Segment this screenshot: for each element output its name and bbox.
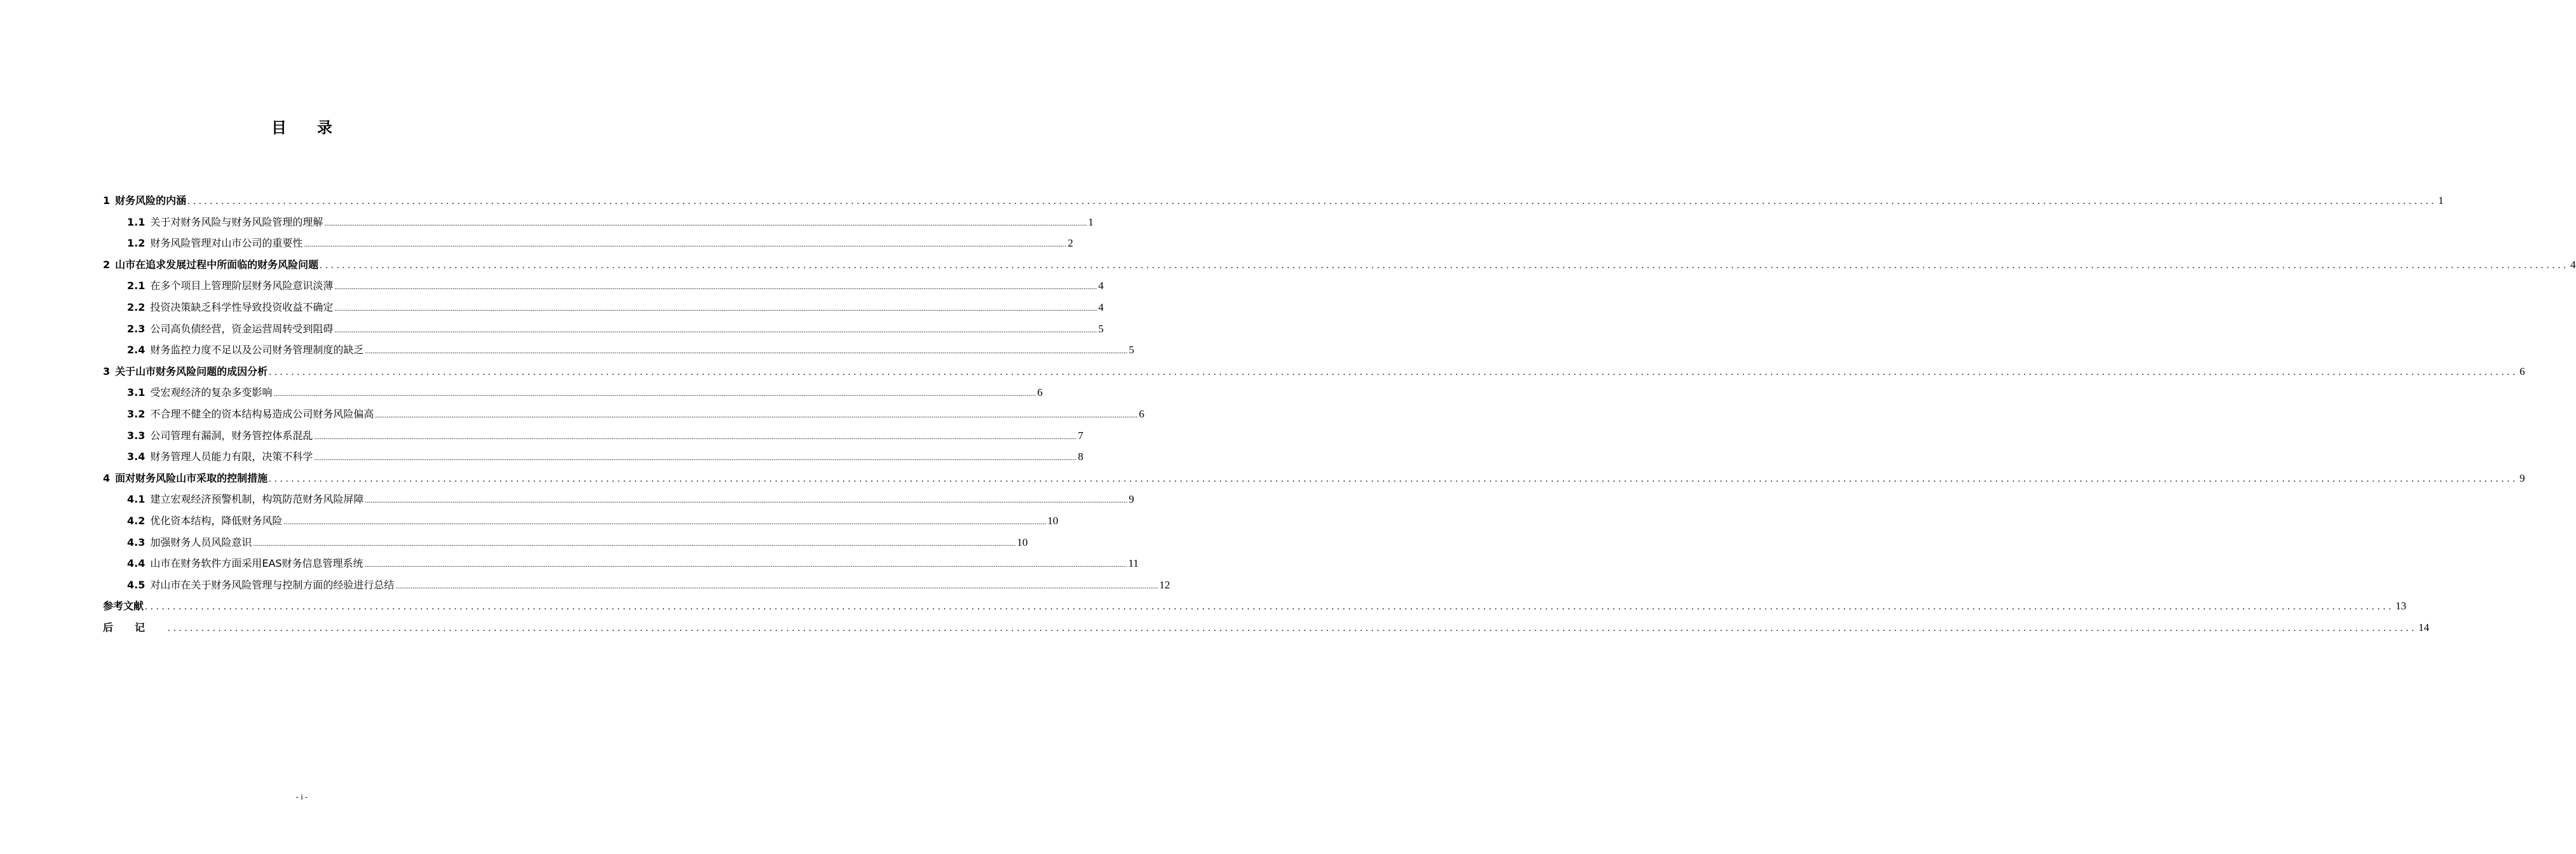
toc-entry-number: 4.4 <box>127 557 146 570</box>
toc-entry-page: 14 <box>2418 621 2430 634</box>
toc-entry-label: 面对财务风险山市采取的控制措施 <box>115 471 268 484</box>
toc-entry[interactable] <box>103 598 2407 620</box>
toc-entry-page: 8 <box>1078 451 1083 463</box>
toc-entry-label: 建立宏观经济预警机制，构筑防范财务风险屏障 <box>150 493 364 506</box>
toc-entry-label: 公司管理有漏洞，财务管控体系混乱 <box>150 429 313 442</box>
toc-entry-page: 5 <box>1098 322 1104 335</box>
toc-entry-number: 3 <box>103 365 111 377</box>
toc-dot-leader: ................................................................................................................................................................................................................................................................................................................................................................................................................ <box>253 538 1016 548</box>
toc-entry[interactable] <box>103 577 1170 599</box>
toc-dot-leader: ................................................................................................................................................................................................................................................................................................................................................................................................................ <box>320 260 2570 271</box>
toc-entry-number: 3.2 <box>127 407 146 420</box>
toc-entry-page: 6 <box>1037 386 1043 399</box>
toc-entry-page: 4 <box>2570 258 2576 271</box>
toc-entry-page: 13 <box>2396 600 2407 613</box>
toc-entry-label: 投资决策缺乏科学性导致投资收益不确定 <box>150 301 334 313</box>
toc-entry[interactable] <box>103 321 1104 342</box>
toc-entry-page: 1 <box>2438 194 2444 207</box>
toc-entry[interactable] <box>103 235 1073 257</box>
toc-entry-number: 3.3 <box>127 429 146 442</box>
toc-entry-label: 后记 <box>103 621 167 634</box>
toc-dot-leader: ................................................................................................................................................................................................................................................................................................................................................................................................................ <box>334 325 1097 334</box>
toc-entry-page: 2 <box>1068 237 1073 250</box>
toc-entry[interactable] <box>103 363 2525 385</box>
toc-entry-page: 5 <box>1129 344 1134 356</box>
toc-entry-page: 12 <box>1159 578 1170 591</box>
toc-entry-label: 加强财务人员风险意识 <box>150 536 252 548</box>
toc-entry-number: 4 <box>103 471 111 484</box>
toc-dot-leader: ................................................................................................................................................................................................................................................................................................................................................................................................................ <box>269 473 2519 484</box>
toc-dot-leader: ................................................................................................................................................................................................................................................................................................................................................................................................................ <box>365 496 1128 505</box>
toc-entry-number: 2.2 <box>127 301 146 313</box>
toc-dot-leader: ................................................................................................................................................................................................................................................................................................................................................................................................................ <box>364 560 1127 569</box>
toc-dot-leader: ................................................................................................................................................................................................................................................................................................................................................................................................................ <box>145 602 2395 613</box>
toc-entry-number: 4.1 <box>127 493 146 506</box>
toc-entry[interactable] <box>103 449 1083 470</box>
table-of-contents <box>103 193 2576 640</box>
toc-dot-leader: ................................................................................................................................................................................................................................................................................................................................................................................................................ <box>304 240 1067 249</box>
toc-dot-leader: ................................................................................................................................................................................................................................................................................................................................................................................................................ <box>273 389 1036 398</box>
toc-entry-page: 1 <box>1088 215 1094 228</box>
toc-entry-label: 财务风险的内涵 <box>115 194 187 207</box>
toc-entry[interactable] <box>103 257 2576 278</box>
toc-entry-page: 4 <box>1098 301 1104 313</box>
toc-entry-page: 7 <box>1078 429 1083 442</box>
toc-entry-page: 9 <box>1129 493 1134 506</box>
toc-entry-label: 山市在追求发展过程中所面临的财务风险问题 <box>115 258 319 271</box>
toc-entry-number: 1.2 <box>127 237 146 250</box>
toc-entry-label: 在多个项目上管理阶层财务风险意识淡薄 <box>150 280 334 292</box>
toc-entry[interactable] <box>103 620 2430 641</box>
toc-entry[interactable] <box>103 384 1043 406</box>
toc-dot-leader: ................................................................................................................................................................................................................................................................................................................................................................................................................ <box>324 218 1087 227</box>
toc-entry-label: 财务管理人员能力有限，决策不科学 <box>150 451 313 463</box>
toc-entry[interactable] <box>103 342 1134 363</box>
toc-dot-leader: ................................................................................................................................................................................................................................................................................................................................................................................................................ <box>334 303 1097 313</box>
toc-entry-number: 4.3 <box>127 536 146 548</box>
toc-entry-label: 参考文献 <box>103 600 144 613</box>
toc-entry-number: 4.5 <box>127 578 146 591</box>
toc-dot-leader: ................................................................................................................................................................................................................................................................................................................................................................................................................ <box>365 346 1128 356</box>
toc-entry[interactable] <box>103 214 1094 236</box>
toc-entry-number: 2.1 <box>127 280 146 292</box>
toc-dot-leader: ................................................................................................................................................................................................................................................................................................................................................................................................................ <box>314 453 1077 463</box>
toc-dot-leader: ................................................................................................................................................................................................................................................................................................................................................................................................................ <box>334 282 1097 292</box>
toc-dot-leader: ................................................................................................................................................................................................................................................................................................................................................................................................................ <box>269 367 2519 377</box>
page-number-footer: - i - <box>295 792 308 801</box>
toc-entry-label: 优化资本结构，降低财务风险 <box>150 514 283 527</box>
toc-entry-number: 2 <box>103 258 111 271</box>
toc-entry-label: 财务风险管理对山市公司的重要性 <box>150 237 303 250</box>
toc-entry-page: 4 <box>1098 280 1104 292</box>
toc-entry[interactable] <box>103 534 1028 556</box>
toc-dot-leader: ................................................................................................................................................................................................................................................................................................................................................................................................................ <box>168 623 2418 634</box>
toc-entry-page: 6 <box>2519 365 2525 377</box>
toc-entry-label: 受宏观经济的复杂多变影响 <box>150 386 273 399</box>
toc-entry-label: 关于山市财务风险问题的成因分析 <box>115 365 268 377</box>
toc-entry[interactable] <box>103 299 1104 321</box>
toc-entry-page: 10 <box>1047 514 1059 527</box>
toc-entry[interactable] <box>103 491 1134 513</box>
toc-entry-page: 9 <box>2519 471 2525 484</box>
toc-entry[interactable] <box>103 513 1059 534</box>
toc-entry-number: 1.1 <box>127 215 146 228</box>
toc-entry-page: 10 <box>1017 536 1028 548</box>
toc-dot-leader: ................................................................................................................................................................................................................................................................................................................................................................................................................ <box>375 410 1138 419</box>
page-title: 目录 <box>271 119 363 137</box>
toc-entry-number: 3.4 <box>127 451 146 463</box>
toc-entry[interactable] <box>103 193 2444 214</box>
toc-entry[interactable] <box>103 406 1144 428</box>
toc-entry-label: 公司高负债经营，资金运营周转受到阻碍 <box>150 322 334 335</box>
toc-entry-label: 对山市在关于财务风险管理与控制方面的经验进行总结 <box>150 578 395 591</box>
toc-entry-label: 不合理不健全的资本结构易造成公司财务风险偏高 <box>150 407 374 420</box>
toc-entry[interactable] <box>103 470 2525 492</box>
toc-entry-number: 4.2 <box>127 514 146 527</box>
toc-entry-number: 3.1 <box>127 386 146 399</box>
toc-entry-page: 6 <box>1139 407 1144 420</box>
toc-entry-page: 11 <box>1128 557 1139 570</box>
toc-entry-number: 2.4 <box>127 344 146 356</box>
toc-dot-leader: ................................................................................................................................................................................................................................................................................................................................................................................................................ <box>187 196 2437 207</box>
toc-entry-label: 关于对财务风险与财务风险管理的理解 <box>150 215 323 228</box>
toc-entry-number: 1 <box>103 194 111 207</box>
toc-entry[interactable] <box>103 428 1083 449</box>
toc-entry-label: 山市在财务软件方面采用EAS财务信息管理系统 <box>150 557 363 570</box>
toc-entry[interactable] <box>103 555 1139 577</box>
toc-entry-label: 财务监控力度不足以及公司财务管理制度的缺乏 <box>150 344 364 356</box>
toc-dot-leader: ................................................................................................................................................................................................................................................................................................................................................................................................................ <box>314 431 1077 441</box>
toc-entry[interactable] <box>103 278 1104 299</box>
toc-dot-leader: ................................................................................................................................................................................................................................................................................................................................................................................................................ <box>395 581 1158 590</box>
toc-dot-leader: ................................................................................................................................................................................................................................................................................................................................................................................................................ <box>283 517 1047 526</box>
toc-entry-number: 2.3 <box>127 322 146 335</box>
